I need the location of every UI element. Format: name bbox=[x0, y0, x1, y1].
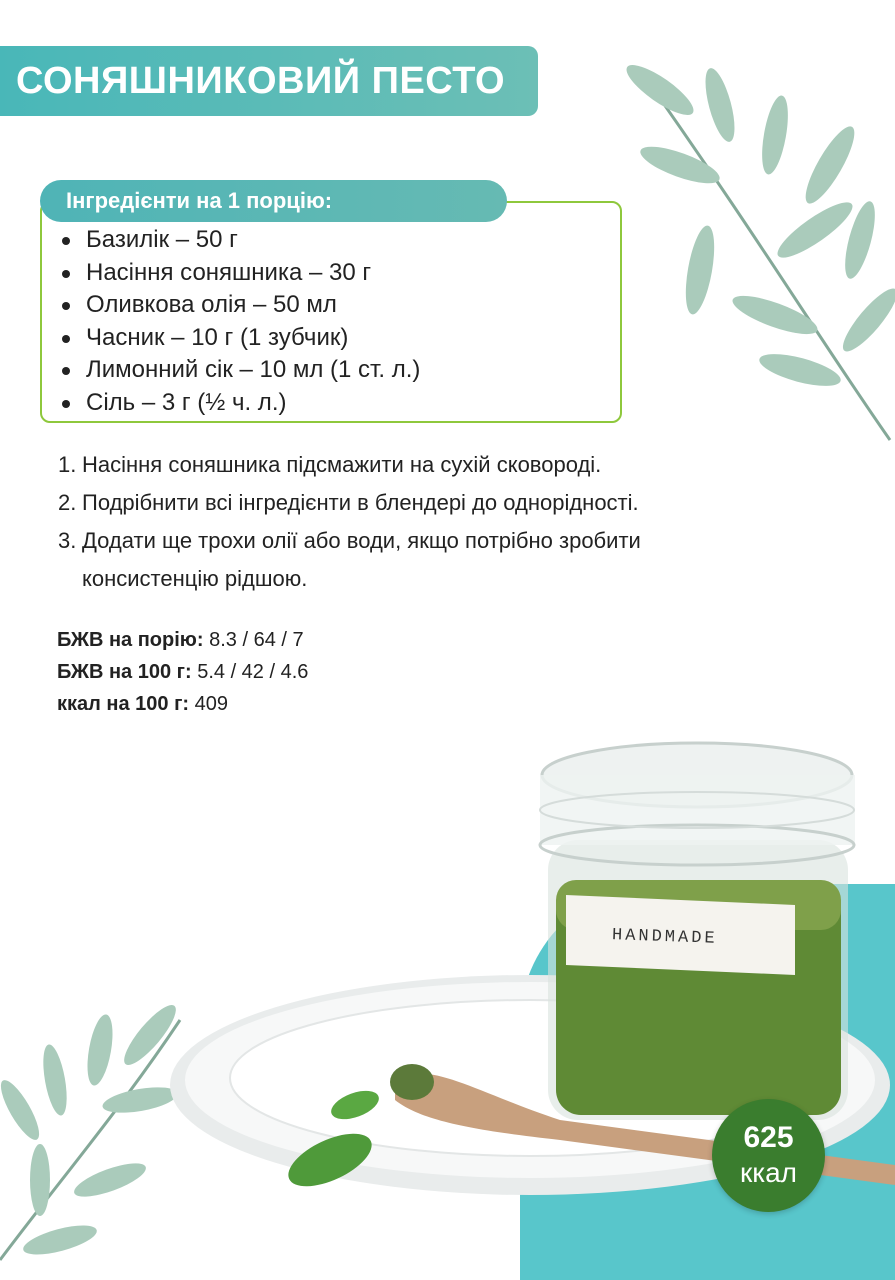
step-number: 2. bbox=[58, 490, 77, 515]
ingredient-item: Сіль – 3 г (½ ч. л.) bbox=[60, 387, 420, 420]
nutrition-value: 5.4 / 42 / 4.6 bbox=[197, 661, 309, 683]
ingredient-item: Лимонний сік – 10 мл (1 ст. л.) bbox=[60, 354, 420, 387]
nutrition-label: БЖВ на порію: bbox=[57, 629, 204, 651]
nutrition-label: ккал на 100 г: bbox=[57, 693, 190, 715]
ingredient-item: Часник – 10 г (1 зубчик) bbox=[60, 322, 420, 355]
jar-label-text: HANDMADE bbox=[611, 926, 718, 949]
step-number: 3. bbox=[58, 528, 77, 553]
recipe-title: СОНЯШНИКОВИЙ ПЕСТО bbox=[16, 60, 506, 102]
nutrition-label: БЖВ на 100 г: bbox=[57, 661, 192, 683]
ingredient-item: Базилік – 50 г bbox=[60, 224, 420, 257]
ingredients-header-label: Інгредієнти на 1 порцію: bbox=[66, 188, 333, 213]
calorie-unit: ккал bbox=[739, 1157, 798, 1188]
step-number: 1. bbox=[58, 452, 77, 477]
nutrition-value: 409 bbox=[194, 693, 229, 715]
step-text: Насіння соняшника підсмажити на сухій сковороді. bbox=[82, 452, 602, 477]
calorie-badge bbox=[712, 1099, 825, 1212]
step-text: Додати ще трохи олії або води, якщо потрібно зробити консистенцію рідшою. bbox=[82, 528, 641, 591]
ingredient-item: Насіння соняшника – 30 г bbox=[60, 257, 420, 290]
calorie-value: 625 bbox=[743, 1121, 794, 1154]
step-text: Подрібнити всі інгредієнти в блендері до однорідності. bbox=[82, 490, 639, 515]
ingredient-item: Оливкова олія – 50 мл bbox=[60, 289, 420, 322]
nutrition-value: 8.3 / 64 / 7 bbox=[209, 629, 304, 651]
